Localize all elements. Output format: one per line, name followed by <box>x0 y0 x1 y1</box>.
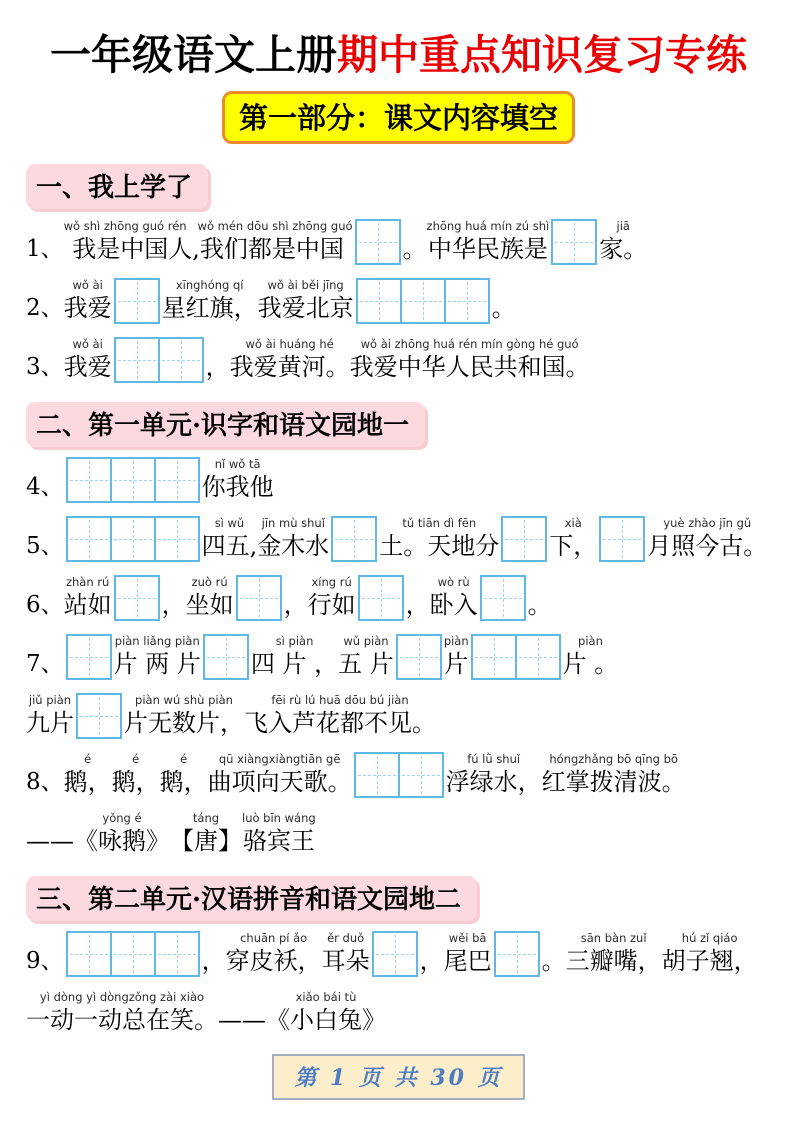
hanzi-text: 片无数片， <box>124 709 244 737</box>
worksheet-section <box>26 870 771 1036</box>
hanzi-text: ， <box>201 947 226 975</box>
text-segment <box>420 931 444 977</box>
text-segment <box>406 575 430 621</box>
tianzige-box <box>501 516 547 562</box>
tianzige-box <box>154 516 200 562</box>
pinyin-label: jiā <box>616 219 630 233</box>
hanzi-text: 飞入芦花都不见。 <box>244 709 436 737</box>
answer-box-group <box>66 516 200 562</box>
question-line <box>26 990 771 1036</box>
hanzi-text: 浮绿水， <box>445 768 542 796</box>
text-segment <box>563 634 619 680</box>
answer-box-group <box>396 634 442 680</box>
hanzi-text: 四五, <box>201 532 258 560</box>
question-line <box>26 811 771 857</box>
pinyin-label: yǒng é <box>102 811 142 825</box>
text-segment <box>528 575 552 621</box>
pinyin-label: fēi rù lú huā dōu bú jiàn <box>271 693 409 707</box>
text-segment <box>208 752 352 798</box>
pinyin-label: ěr duǒ <box>327 931 365 945</box>
tianzige-box <box>358 575 404 621</box>
hanzi-text: 。 <box>541 947 566 975</box>
answer-box-group <box>372 931 418 977</box>
hanzi-text: 《小白兔》 <box>266 1006 386 1034</box>
text-segment <box>599 219 647 265</box>
text-segment <box>162 575 186 621</box>
tianzige-box <box>551 219 597 265</box>
tianzige-box <box>66 634 112 680</box>
hanzi-text: 耳朵 <box>321 947 370 975</box>
hanzi-text: 6、 <box>26 592 64 618</box>
text-segment <box>202 457 274 503</box>
hanzi-text: 你我他 <box>201 473 274 501</box>
tianzige-box <box>114 337 160 383</box>
text-segment <box>403 219 427 265</box>
answer-box-group <box>76 693 122 739</box>
section-heading: 一、我上学了 <box>26 164 208 209</box>
hanzi-text: 片 两 片 <box>113 650 201 678</box>
answer-box-group <box>236 575 282 621</box>
pinyin-label: zhōng huá mín zú shì <box>426 219 550 233</box>
tianzige-box <box>480 575 526 621</box>
hanzi-text: ， <box>161 591 186 619</box>
answer-box-group <box>358 575 404 621</box>
hanzi-text: 鹅， <box>159 768 208 796</box>
hanzi-text: 我爱 <box>63 294 112 322</box>
answer-box-group <box>66 931 200 977</box>
hanzi-text: 我爱北京 <box>257 294 354 322</box>
answer-box-group <box>114 278 160 324</box>
tianzige-box <box>114 575 160 621</box>
page-title-red: 期中重点知识复习专练 <box>337 31 747 79</box>
question-number <box>26 337 64 383</box>
tianzige-box <box>372 931 418 977</box>
tianzige-box <box>66 931 112 977</box>
text-segment <box>350 337 590 383</box>
answer-box-group <box>356 278 490 324</box>
question-number <box>26 931 64 977</box>
answer-box-group <box>354 752 444 798</box>
answer-box-group <box>480 575 526 621</box>
pinyin-label: wǒ ài <box>72 337 103 351</box>
hanzi-text: 《咏鹅》 <box>74 827 170 855</box>
question-line <box>26 278 771 324</box>
pinyin-label: wǒ ài huáng hé <box>245 337 334 351</box>
text-segment <box>566 931 662 977</box>
text-segment <box>26 990 218 1036</box>
text-segment <box>258 278 354 324</box>
question-line <box>26 931 771 977</box>
question-number <box>26 516 64 562</box>
tianzige-box <box>471 634 517 680</box>
pinyin-label: sì piàn <box>275 634 314 648</box>
pinyin-label: piàn liǎng piàn <box>114 634 200 648</box>
question-line <box>26 693 771 739</box>
text-segment <box>160 752 208 798</box>
hanzi-text: ， <box>405 591 430 619</box>
text-segment <box>242 811 316 857</box>
tianzige-box <box>515 634 561 680</box>
hanzi-text: 曲项向天歌。 <box>207 768 352 796</box>
hanzi-text: 3、 <box>26 354 64 380</box>
text-segment <box>74 811 170 857</box>
hanzi-text: 鹅， <box>111 768 160 796</box>
pinyin-label: sān bàn zuǐ <box>580 931 647 945</box>
hanzi-text: 尾巴 <box>443 947 492 975</box>
pinyin-label: wǒ ài běi jīng <box>267 278 344 292</box>
answer-box-group <box>355 219 401 265</box>
text-segment <box>549 516 597 562</box>
page-number-badge: 第 1 页 共 30 页 <box>272 1054 524 1100</box>
pinyin-label: xià <box>564 516 582 530</box>
worksheet-section <box>26 396 771 857</box>
footer-row <box>26 1054 771 1100</box>
answer-box-group <box>331 516 377 562</box>
pinyin-label: é <box>132 752 140 766</box>
question-number <box>26 634 64 680</box>
text-segment <box>218 990 266 1036</box>
tianzige-box <box>158 337 204 383</box>
hanzi-text: 行如 <box>307 591 356 619</box>
hanzi-text: 胡子翘， <box>661 947 758 975</box>
pinyin-label: yì dòng yì dòngzǒng zài xiào <box>39 990 205 1004</box>
hanzi-text: 2、 <box>26 295 64 321</box>
text-segment <box>64 752 112 798</box>
text-segment <box>251 634 338 680</box>
tianzige-box <box>444 278 490 324</box>
answer-box-group <box>66 457 200 503</box>
pinyin-label: hóngzhǎng bō qīng bō <box>549 752 678 766</box>
hanzi-text: 8、 <box>26 769 64 795</box>
hanzi-text: 九片 <box>26 709 74 737</box>
text-segment <box>64 575 112 621</box>
worksheet-section <box>26 158 771 383</box>
answer-box-group <box>114 337 204 383</box>
tianzige-box <box>356 278 402 324</box>
tianzige-box <box>110 516 156 562</box>
text-segment <box>124 693 244 739</box>
text-segment <box>308 575 356 621</box>
answer-box-group <box>494 931 540 977</box>
text-segment <box>162 278 258 324</box>
hanzi-text: 1、 <box>26 236 64 262</box>
text-segment <box>26 693 74 739</box>
tianzige-box <box>114 278 160 324</box>
hanzi-text: 土。天地分 <box>379 532 500 560</box>
hanzi-text: 。 <box>402 235 427 263</box>
hanzi-text: 我爱中华人民共和国。 <box>349 353 590 381</box>
tianzige-box <box>110 931 156 977</box>
hanzi-text: 卧入 <box>429 591 478 619</box>
pinyin-label: jiǔ piàn <box>28 693 72 707</box>
answer-box-group <box>66 634 112 680</box>
question-line <box>26 516 771 562</box>
text-segment <box>444 634 469 680</box>
hanzi-text: —— <box>26 827 74 855</box>
pinyin-label: qū xiàngxiàngtiān gē <box>218 752 341 766</box>
tianzige-box <box>76 693 122 739</box>
pinyin-label: sì wǔ <box>214 516 245 530</box>
text-segment <box>542 931 566 977</box>
question-line <box>26 337 771 383</box>
text-segment <box>244 693 436 739</box>
hanzi-text: 片 。 <box>562 650 619 678</box>
text-segment <box>64 278 112 324</box>
hanzi-text: 星红旗， <box>161 294 258 322</box>
hanzi-text: 9、 <box>26 948 64 974</box>
hanzi-text: 片 <box>444 650 469 678</box>
hanzi-text: ， <box>419 947 444 975</box>
tianzige-box <box>494 931 540 977</box>
hanzi-text: 4、 <box>26 474 64 500</box>
text-segment <box>430 575 478 621</box>
question-line <box>26 752 771 798</box>
hanzi-text: —— <box>218 1006 266 1034</box>
hanzi-text: 我是中国人,我们都是中国 <box>72 235 344 263</box>
hanzi-text: 穿皮袄， <box>225 947 322 975</box>
answer-box-group <box>551 219 597 265</box>
tianzige-box <box>355 219 401 265</box>
tianzige-box <box>110 457 156 503</box>
question-number <box>26 752 64 798</box>
hanzi-text: 金木水 <box>257 532 330 560</box>
text-segment <box>338 634 394 680</box>
hanzi-text: 月照今古。 <box>647 532 768 560</box>
text-segment <box>446 752 542 798</box>
text-segment <box>202 516 258 562</box>
answer-box-group <box>203 634 249 680</box>
text-segment <box>492 278 516 324</box>
text-segment <box>64 337 112 383</box>
pinyin-label: é <box>180 752 188 766</box>
pinyin-label: táng <box>192 811 220 825</box>
tianzige-box <box>154 931 200 977</box>
pinyin-label: xíng rú <box>311 575 352 589</box>
text-segment <box>266 990 386 1036</box>
tianzige-box <box>203 634 249 680</box>
text-segment <box>322 931 370 977</box>
hanzi-text: 。 <box>527 591 552 619</box>
hanzi-text: 7、 <box>26 651 64 677</box>
pinyin-label: fú lǜ shuǐ <box>467 752 521 766</box>
text-segment <box>257 516 329 562</box>
tianzige-box <box>331 516 377 562</box>
tianzige-box <box>154 457 200 503</box>
text-segment <box>427 219 550 265</box>
hanzi-text: 我爱黄河。 <box>229 353 350 381</box>
hanzi-text: ， <box>283 591 308 619</box>
pinyin-label: xīnghóng qí <box>175 278 244 292</box>
hanzi-text: ， <box>205 353 230 381</box>
pinyin-label: piàn wú shù piàn <box>135 693 233 707</box>
text-segment <box>170 811 242 857</box>
page-title-black: 一年级语文上册 <box>50 31 337 79</box>
hanzi-text: 鹅， <box>63 768 112 796</box>
subtitle-row <box>26 91 771 144</box>
question-line <box>26 634 771 680</box>
hanzi-text: 四 片 ， <box>250 650 339 678</box>
text-segment <box>647 516 767 562</box>
pinyin-label: wǒ shì zhōng guó rén wǒ mén dōu shì zhōng guó <box>63 219 353 233</box>
hanzi-text: 【唐】 <box>170 827 242 855</box>
tianzige-box <box>66 457 112 503</box>
text-segment <box>202 931 226 977</box>
hanzi-text: 站如 <box>63 591 112 619</box>
question-line <box>26 457 771 503</box>
answer-box-group <box>501 516 547 562</box>
text-segment <box>284 575 308 621</box>
hanzi-text: 三瓣嘴， <box>565 947 662 975</box>
pinyin-label: wò rù <box>437 575 470 589</box>
pinyin-label: yuè zhào jīn gǔ <box>663 516 752 530</box>
tianzige-box <box>354 752 400 798</box>
pinyin-label: wǒ ài zhōng huá rén mín gòng hé guó <box>360 337 579 351</box>
question-number <box>26 219 64 265</box>
text-segment <box>26 811 74 857</box>
hanzi-text: 一动一动总在笑。 <box>26 1006 218 1034</box>
hanzi-text: 五 片 <box>338 650 394 678</box>
text-segment <box>542 752 686 798</box>
hanzi-text: 家。 <box>599 235 648 263</box>
pinyin-label: zuò rú <box>191 575 228 589</box>
pinyin-label: piàn <box>443 634 469 648</box>
hanzi-text: 骆宾王 <box>242 827 315 855</box>
section-heading: 三、第二单元·汉语拼音和语文园地二 <box>26 876 477 921</box>
hanzi-text: 。 <box>491 294 516 322</box>
hanzi-text: 坐如 <box>185 591 234 619</box>
pinyin-label: piàn <box>578 634 603 648</box>
answer-box-group <box>114 575 160 621</box>
hanzi-text: 中华民族是 <box>427 235 548 263</box>
page-title <box>26 22 771 81</box>
text-segment <box>186 575 234 621</box>
tianzige-box <box>236 575 282 621</box>
text-segment <box>114 634 201 680</box>
tianzige-box <box>400 278 446 324</box>
tianzige-box <box>66 516 112 562</box>
question-number <box>26 457 64 503</box>
tianzige-box <box>396 634 442 680</box>
pinyin-label: nǐ wǒ tā <box>214 457 261 471</box>
pinyin-label: jīn mù shuǐ <box>261 516 325 530</box>
hanzi-text: 5、 <box>26 533 64 559</box>
question-line <box>26 575 771 621</box>
pinyin-label: wǒ ài <box>72 278 103 292</box>
pinyin-label: zhàn rú <box>65 575 110 589</box>
pinyin-label: wǔ piàn <box>343 634 389 648</box>
section-heading: 二、第一单元·识字和语文园地一 <box>26 402 425 447</box>
text-segment <box>444 931 492 977</box>
hanzi-text: 我爱 <box>63 353 112 381</box>
pinyin-label: tǔ tiān dì fēn <box>402 516 477 530</box>
text-segment <box>662 931 758 977</box>
tianzige-box <box>398 752 444 798</box>
hanzi-text: 红掌拨清波。 <box>541 768 686 796</box>
question-number <box>26 278 64 324</box>
text-segment <box>379 516 499 562</box>
worksheet-content <box>26 158 771 1036</box>
pinyin-label: luò bīn wáng <box>242 811 316 825</box>
tianzige-box <box>599 516 645 562</box>
question-number <box>26 575 64 621</box>
text-segment <box>226 931 322 977</box>
pinyin-label: é <box>84 752 92 766</box>
text-segment <box>230 337 350 383</box>
part-one-badge: 第一部分：课文内容填空 <box>222 91 575 144</box>
answer-box-group <box>599 516 645 562</box>
text-segment <box>206 337 230 383</box>
answer-box-group <box>471 634 561 680</box>
question-line <box>26 219 771 265</box>
pinyin-label: chuān pí ǎo <box>240 931 308 945</box>
pinyin-label: hú zǐ qiáo <box>681 931 738 945</box>
text-segment <box>64 219 353 265</box>
text-segment <box>112 752 160 798</box>
pinyin-label: wěi bā <box>448 931 487 945</box>
pinyin-label: xiǎo bái tù <box>295 990 357 1004</box>
hanzi-text: 下， <box>549 532 598 560</box>
